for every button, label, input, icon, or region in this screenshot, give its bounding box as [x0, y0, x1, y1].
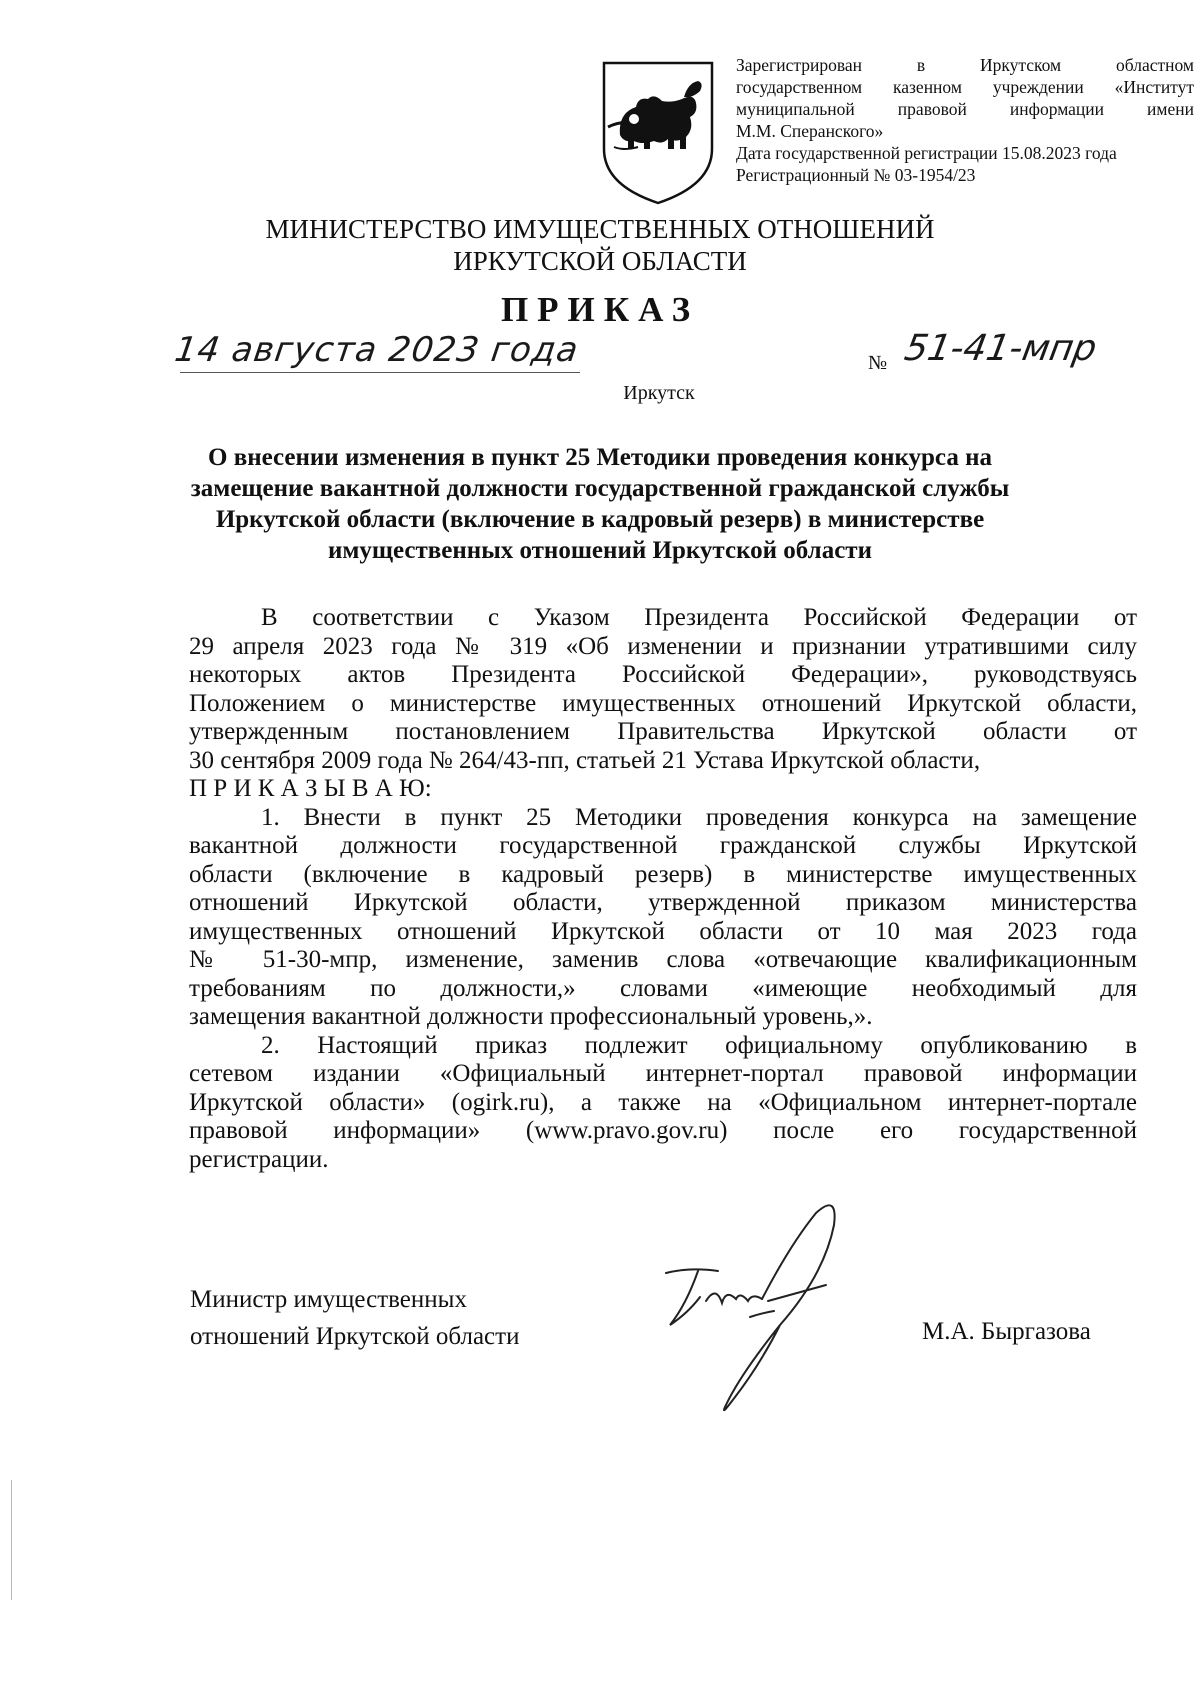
body-line: В соответствии с Указом Президента Российской Федерации от	[261, 604, 1137, 631]
body-line: Положением о министерстве имущественных отношений Иркутской области,	[189, 689, 1137, 717]
body-line: некоторых актов Президента Российской Федерации», руководствуясь	[189, 661, 1137, 688]
scan-edge-mark	[11, 1480, 12, 1600]
registration-number: Регистрационный № 03-1954/23	[736, 165, 976, 185]
handwritten-order-number: 51-41-мпр	[901, 328, 1100, 369]
coat-of-arms-emblem	[598, 57, 718, 207]
registration-line: Зарегистрирован в Иркутском областном	[736, 55, 1194, 75]
body-line: отношений Иркутской области, утвержденной приказом министерства	[189, 889, 1137, 916]
registration-line: М.М. Сперанского»	[736, 121, 884, 141]
handwritten-signature	[640, 1185, 870, 1415]
registration-date: Дата государственной регистрации 15.08.2023 года	[736, 143, 1117, 163]
date-underline	[180, 372, 580, 373]
signatory-position	[190, 1281, 519, 1355]
body-line: регистрации.	[189, 1145, 329, 1173]
ministry-region: ИРКУТСКОЙ ОБЛАСТИ	[453, 246, 747, 276]
ministry-heading	[0, 213, 1200, 277]
body-line: 1. Внести в пункт 25 Методики проведения конкурса на замещение	[261, 803, 1137, 831]
body-line: 2. Настоящий приказ подлежит официальному опубликованию в	[261, 1031, 1137, 1059]
order-directive: П Р И К А З Ы В А Ю:	[189, 775, 432, 802]
title-line: О внесении изменения в пункт 25 Методики проведения конкурса на	[208, 444, 992, 471]
ministry-name: МИНИСТЕРСТВО ИМУЩЕСТВЕННЫХ ОТНОШЕНИЙ	[265, 214, 935, 244]
title-line: Иркутской области (включение в кадровый резерв) в министерстве	[215, 506, 985, 533]
body-line: утвержденным постановлением Правительства Иркутской области от	[189, 718, 1137, 745]
signatory-name: М.А. Быргазова	[922, 1318, 1091, 1345]
handwritten-date: 14 августа 2023 года	[172, 330, 582, 370]
order-body	[189, 604, 1137, 1174]
body-line: № 51-30-мпр, изменение, заменив слова «отвечающие квалификационным	[189, 946, 1137, 973]
body-line: 30 сентября 2009 года № 264/43-пп, статьей 21 Устава Иркутской области,	[189, 746, 981, 774]
body-line: требованиям по должности,» словами «имеющие необходимый для	[189, 974, 1137, 1002]
registration-line: муниципальной правовой информации имени	[736, 99, 1194, 119]
signatory-position-line: Министр имущественных	[190, 1286, 467, 1313]
body-line: вакантной должности государственной гражданской службы Иркутской	[189, 832, 1137, 859]
signatory-position-line: отношений Иркутской области	[190, 1323, 520, 1350]
document-type: ПРИКАЗ	[500, 290, 700, 329]
title-line: имущественных отношений Иркутской области	[327, 537, 872, 564]
body-line: замещения вакантной должности профессиональный уровень,».	[189, 1003, 873, 1030]
body-line: сетевом издании «Официальный интернет-портал правовой информации	[189, 1060, 1137, 1087]
body-line: 29 апреля 2023 года № 319 «Об изменении и признании утратившими силу	[189, 632, 1137, 660]
registration-line: государственном казенном учреждении «Институт	[736, 77, 1194, 97]
registration-stamp	[736, 54, 1194, 186]
title-line: замещение вакантной должности государственной гражданской службы	[190, 475, 1010, 502]
body-line: области (включение в кадровый резерв) в министерстве имущественных	[189, 860, 1137, 888]
number-sign: №	[868, 352, 888, 374]
body-line: правовой информации» (www.pravo.gov.ru) после его государственной	[189, 1117, 1137, 1144]
city: Иркутск	[623, 382, 695, 404]
order-title	[170, 442, 1030, 566]
body-line: Иркутской области» (ogirk.ru), а также на «Официальном интернет-портале	[189, 1088, 1137, 1116]
body-line: имущественных отношений Иркутской области от 10 мая 2023 года	[189, 917, 1137, 945]
